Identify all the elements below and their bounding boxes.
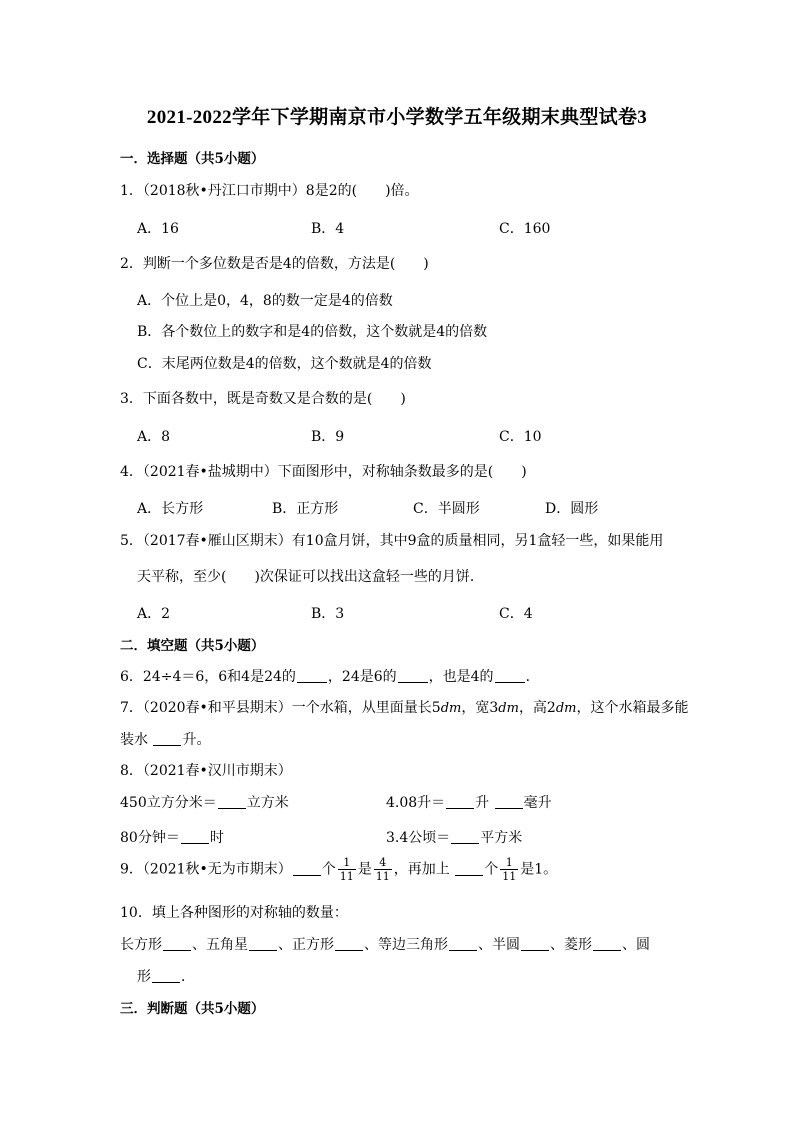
- section-heading-true-false: 三．判断题（共5小题）: [120, 1001, 265, 1017]
- question-2-option-b: B．各个数位上的数字和是4的倍数，这个数就是4的倍数: [137, 324, 488, 340]
- question-8-row-2-left: [120, 827, 224, 847]
- shape-name: 、菱形: [550, 937, 592, 953]
- fraction-numerator: 4: [374, 856, 392, 870]
- question-8-text: 平方米: [480, 830, 523, 846]
- question-8-text: 时: [209, 830, 224, 846]
- question-7-part-4: ，这个水箱最多能: [576, 700, 689, 716]
- shape-name: 、五角星: [192, 937, 248, 953]
- question-7-part-1: 7．（2020春•和平县期末）一个水箱，从里面量长5: [120, 700, 441, 716]
- section-heading-fill-blank: 二．填空题（共5小题）: [120, 638, 265, 654]
- answer-blank[interactable]: [153, 731, 181, 746]
- fraction-numerator: 1: [500, 856, 518, 870]
- question-1-stem: 1．（2018秋•丹江口市期中）8是2的( )倍。: [120, 183, 419, 199]
- fraction-numerator: 1: [338, 856, 356, 870]
- answer-blank[interactable]: [335, 936, 363, 951]
- question-1-option-c: C．160: [499, 221, 551, 237]
- question-3-option-a: A．8: [137, 429, 171, 445]
- question-1-option-a: A．16: [137, 221, 179, 237]
- question-5-option-a: A．2: [137, 606, 171, 622]
- answer-blank[interactable]: [451, 829, 479, 844]
- question-5-stem-line-2: 天平称，至少( )次保证可以找出这盒轻一些的月饼．: [137, 569, 484, 585]
- question-5-option-c: C．4: [499, 606, 533, 622]
- question-2-option-a: A．个位上是0，4，8的数一定是4的倍数: [137, 293, 393, 309]
- shape-name: 、半圆: [478, 937, 520, 953]
- answer-blank[interactable]: [163, 936, 191, 951]
- question-8-text: 升: [475, 795, 490, 811]
- unit-dm: dm: [498, 701, 519, 716]
- question-8-text: 立方米: [246, 795, 289, 811]
- question-8-row-1-left: [120, 792, 289, 812]
- fraction-4-over-11: [374, 856, 392, 883]
- answer-blank[interactable]: [249, 936, 277, 951]
- question-2-option-c: C．末尾两位数是4的倍数，这个数就是4的倍数: [137, 356, 432, 372]
- question-10-line-1: [120, 934, 650, 954]
- question-8-row-1-right: [386, 792, 552, 812]
- question-4-stem: 4．（2021春•盐城期中）下面图形中，对称轴条数最多的是( ): [120, 464, 527, 480]
- question-8-text: 3.4公顷＝: [386, 830, 451, 846]
- answer-blank[interactable]: [446, 794, 474, 809]
- fraction-1-over-11: [338, 856, 356, 883]
- answer-blank[interactable]: [593, 936, 621, 951]
- question-9: [120, 856, 557, 883]
- page-title: 2021-2022学年下学期南京市小学数学五年级期末典型试卷3: [146, 107, 648, 128]
- question-7-line-2-b: 升。: [182, 732, 211, 748]
- question-9-source: 9．（2021秋•无为市期末）: [120, 861, 292, 878]
- question-8-text: 毫升: [523, 795, 552, 811]
- question-7-line-1: [120, 697, 689, 717]
- answer-blank[interactable]: [495, 668, 525, 683]
- question-6: [120, 666, 540, 686]
- question-1-option-b: B．4: [311, 221, 345, 237]
- answer-blank[interactable]: [293, 861, 321, 876]
- question-9-text: 是: [357, 861, 372, 878]
- question-8-text: 4.08升＝: [386, 795, 446, 811]
- question-3-option-b: B．9: [311, 429, 345, 445]
- question-7-part-3: ，高2: [518, 700, 556, 716]
- question-6-part-2: ，24是6的: [327, 669, 397, 685]
- question-8-text: 80分钟＝: [120, 830, 180, 846]
- unit-dm: dm: [440, 701, 462, 716]
- section-heading-choice: 一．选择题（共5小题）: [120, 151, 265, 167]
- question-4-option-b: B．正方形: [272, 501, 339, 517]
- question-6-part-1: 6．24÷4＝6，6和4是24的: [120, 669, 296, 685]
- question-8-row-2-right: [386, 827, 522, 847]
- shape-name: 、等边三角形: [364, 937, 448, 953]
- question-4-option-d: D．圆形: [545, 501, 599, 517]
- question-9-text: ，再加上: [393, 861, 450, 878]
- question-10-text: ．: [181, 969, 195, 985]
- question-4-option-c: C．半圆形: [413, 501, 480, 517]
- question-7-part-2: ，宽3: [461, 700, 499, 716]
- question-8-text: 450立方分米＝: [120, 795, 217, 811]
- shape-name: 长方形: [120, 937, 162, 953]
- fraction-1-over-11: [500, 856, 518, 883]
- question-7-line-2-a: 装水: [120, 732, 148, 748]
- question-4-option-a: A．长方形: [137, 501, 204, 517]
- fraction-denominator: 11: [339, 870, 354, 883]
- answer-blank[interactable]: [152, 968, 180, 983]
- question-8-stem: 8．（2021春•汉川市期末）: [120, 763, 292, 779]
- question-6-part-4: ．: [525, 669, 540, 685]
- answer-blank[interactable]: [455, 861, 483, 876]
- answer-blank[interactable]: [218, 794, 246, 809]
- question-9-text: 个: [484, 861, 499, 878]
- fraction-denominator: 11: [375, 870, 390, 883]
- answer-blank[interactable]: [297, 668, 327, 683]
- question-5-stem-line-1: 5．（2017春•雁山区期末）有10盒月饼，其中9盒的质量相同，另1盒轻一些，如果能用: [120, 533, 664, 549]
- question-9-text: 是1。: [520, 861, 558, 878]
- question-10-line-2: [137, 966, 195, 986]
- shape-name: 形: [137, 969, 151, 985]
- question-5-option-b: B．3: [311, 606, 345, 622]
- question-3-option-c: C．10: [499, 429, 542, 445]
- shape-name: 、圆: [622, 937, 650, 953]
- answer-blank[interactable]: [521, 936, 549, 951]
- answer-blank[interactable]: [181, 829, 209, 844]
- question-3-stem: 3．下面各数中，既是奇数又是合数的是( ): [120, 391, 406, 407]
- question-6-part-3: ，也是4的: [428, 669, 494, 685]
- fraction-denominator: 11: [502, 870, 517, 883]
- question-9-text: 个: [321, 861, 336, 878]
- answer-blank[interactable]: [449, 936, 477, 951]
- question-2-stem: 2．判断一个多位数是否是4的倍数，方法是( ): [120, 256, 429, 272]
- unit-dm: dm: [555, 701, 577, 716]
- answer-blank[interactable]: [495, 794, 523, 809]
- shape-name: 、正方形: [278, 937, 334, 953]
- question-10-stem: 10．填上各种图形的对称轴的数量：: [120, 905, 348, 921]
- question-7-line-2: [120, 729, 210, 749]
- answer-blank[interactable]: [398, 668, 428, 683]
